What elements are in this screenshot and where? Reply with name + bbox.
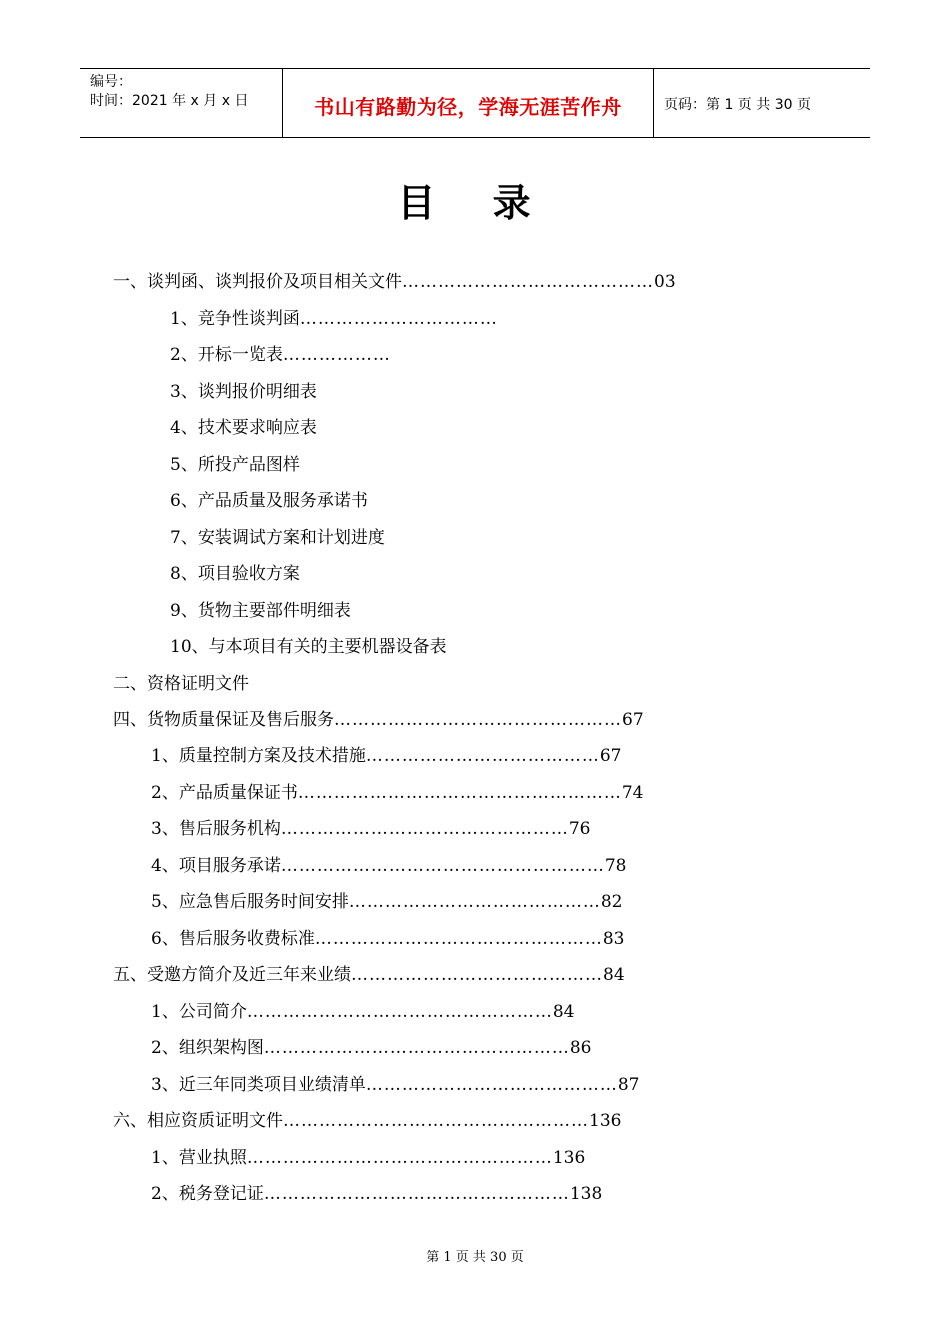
toc-entry: [151, 1147, 585, 1169]
toc-entry-label: 4、技术要求响应表: [170, 418, 317, 438]
toc-page-number: 83: [602, 929, 625, 949]
toc-entry: [113, 271, 676, 293]
toc-entry-label: 4、项目服务承诺: [151, 856, 281, 876]
toc-page-number: 67: [622, 710, 644, 730]
header-motto-cell: [282, 69, 654, 137]
header-page-cell: [654, 69, 870, 137]
toc-entry-label: 五、受邀方简介及近三年来业绩: [113, 965, 351, 985]
toc-entry-label: 四、货物质量保证及售后服务: [113, 710, 334, 730]
toc-entry: [170, 417, 317, 439]
toc-entry: [151, 1183, 602, 1205]
toc-entry-label: 一、谈判函、谈判报价及项目相关文件: [113, 272, 402, 292]
toc-entry-label: 3、售后服务机构: [151, 819, 281, 839]
toc-entry-label: 1、竞争性谈判函: [170, 309, 300, 329]
toc-entry: [151, 855, 626, 877]
toc-leader-dots: ……………………………………………: [246, 1148, 553, 1168]
toc-entry-label: 6、售后服务收费标准: [151, 929, 315, 949]
toc-entry-label: 5、应急售后服务时间安排: [151, 892, 349, 912]
toc-page-number: 74: [621, 783, 644, 803]
header-motto: 书山有路勤为径，学海无涯苦作舟: [314, 95, 622, 119]
toc-entry-label: 3、近三年同类项目业绩清单: [151, 1075, 366, 1095]
toc-entry-label: 2、开标一览表: [170, 345, 283, 365]
toc-entry-label: 8、项目验收方案: [170, 564, 300, 584]
toc-entry: [151, 745, 621, 767]
toc-entry: [151, 928, 624, 950]
toc-entry-label: 1、质量控制方案及技术措施: [151, 746, 366, 766]
toc-leader-dots: ………………………………………………: [297, 783, 622, 803]
toc-page-number: 78: [604, 856, 627, 876]
toc-entry: [113, 1110, 621, 1132]
toc-page-number: 138: [569, 1184, 603, 1204]
toc-entry: [170, 381, 317, 403]
toc-entry: [170, 490, 368, 512]
toc-entry: [170, 600, 351, 622]
toc-entry-label: 9、货物主要部件明细表: [170, 601, 351, 621]
page-title: 目 录: [397, 181, 553, 225]
toc-leader-dots: …………………………………………: [280, 819, 569, 839]
toc-page-number: 03: [654, 272, 676, 292]
header-page-number: 页码：第 1 页 共 30 页: [664, 97, 811, 113]
toc-entry-label: 六、相应资质证明文件: [113, 1111, 283, 1131]
toc-leader-dots: ……………………………………: [402, 272, 654, 292]
toc-leader-dots: ……………………………: [299, 309, 498, 329]
toc-entry-label: 10、与本项目有关的主要机器设备表: [170, 637, 447, 657]
toc-page-number: 136: [589, 1111, 622, 1131]
toc-page-number: 84: [603, 965, 625, 985]
toc-entry: [151, 1001, 574, 1023]
toc-page-number: 84: [552, 1002, 575, 1022]
page-footer: 第 1 页 共 30 页: [426, 1250, 524, 1265]
toc-leader-dots: ………………………………………………: [280, 856, 605, 876]
page-header: [80, 68, 870, 138]
toc-entry: [151, 782, 643, 804]
toc-entry: [113, 673, 249, 695]
document-number-label: 编号：: [90, 74, 132, 90]
toc-entry-label: 6、产品质量及服务承诺书: [170, 491, 368, 511]
toc-entry-label: 1、公司简介: [151, 1002, 247, 1022]
toc-page-number: 86: [569, 1038, 592, 1058]
toc-leader-dots: ………………: [282, 345, 391, 365]
header-meta: [80, 69, 282, 137]
toc-leader-dots: ……………………………………………: [263, 1038, 570, 1058]
toc-entry-label: 二、资格证明文件: [113, 674, 249, 694]
toc-entry: [151, 818, 590, 840]
document-time-label: 时间：2021 年 x 月 x 日: [90, 93, 249, 109]
toc-page-number: 136: [552, 1148, 586, 1168]
toc-leader-dots: ……………………………………: [348, 892, 601, 912]
toc-leader-dots: …………………………………………: [314, 929, 603, 949]
toc-leader-dots: ……………………………………: [365, 1075, 618, 1095]
toc-entry-label: 1、营业执照: [151, 1148, 247, 1168]
toc-entry: [151, 1074, 639, 1096]
toc-entry: [113, 964, 625, 986]
toc-page-number: 87: [617, 1075, 640, 1095]
toc-leader-dots: ……………………………………………: [263, 1184, 570, 1204]
toc-entry-label: 3、谈判报价明细表: [170, 382, 317, 402]
toc-entry: [151, 1037, 591, 1059]
toc-entry-label: 7、安装调试方案和计划进度: [170, 528, 385, 548]
toc-entry: [151, 891, 622, 913]
toc-leader-dots: ……………………………………………: [246, 1002, 553, 1022]
toc-entry: [170, 454, 300, 476]
toc-entry: [170, 636, 447, 658]
toc-entry-label: 2、组织架构图: [151, 1038, 264, 1058]
toc-entry-label: 2、税务登记证: [151, 1184, 264, 1204]
toc-entry-label: 2、产品质量保证书: [151, 783, 298, 803]
toc-leader-dots: …………………………………………: [334, 710, 622, 730]
toc-entry: [170, 563, 300, 585]
toc-page-number: 76: [568, 819, 591, 839]
toc-page-number: 82: [600, 892, 623, 912]
toc-entry: [170, 308, 498, 330]
toc-entry: [170, 344, 391, 366]
toc-page-number: 67: [599, 746, 622, 766]
toc-leader-dots: ……………………………………………: [283, 1111, 589, 1131]
toc-leader-dots: …………………………………: [365, 746, 600, 766]
toc-entry: [170, 527, 385, 549]
toc-entry: [113, 709, 644, 731]
toc-leader-dots: ……………………………………: [351, 965, 603, 985]
toc-entry-label: 5、所投产品图样: [170, 455, 300, 475]
